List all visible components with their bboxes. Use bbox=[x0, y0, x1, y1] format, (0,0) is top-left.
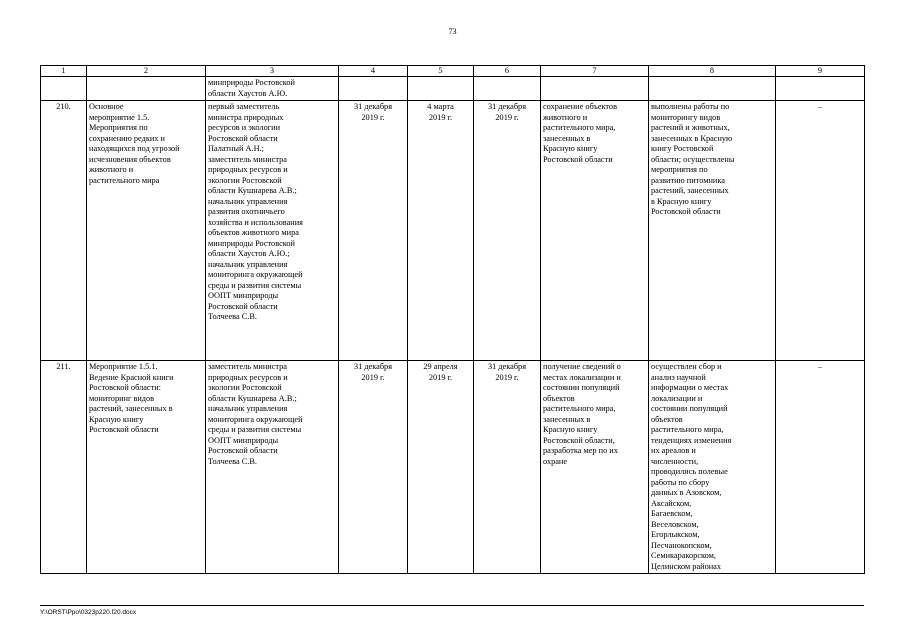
table-row bbox=[41, 361, 865, 574]
table-cell bbox=[41, 77, 87, 101]
header-cell: 8 bbox=[649, 66, 776, 77]
event-name: Основное мероприятие 1.5. Мероприятия по сохранению редких и находящихся под угрозой исчезновения объектов животного и растительного мира bbox=[87, 101, 206, 361]
page-number: 73 bbox=[448, 27, 457, 36]
table-row bbox=[41, 101, 865, 361]
actual-result: выполнены работы по мониторингу видов растений и животных, занесенных в Красную книгу Ростовской области; осуществлены мероприятия по развитию питомника растений, занесенных в Красную книгу Ростовской области bbox=[649, 101, 776, 361]
planned-date: 31 декабря 2019 г. bbox=[339, 101, 408, 361]
row-number: 210. bbox=[41, 101, 87, 361]
table-cell bbox=[776, 77, 865, 101]
header-cell: 1 bbox=[41, 66, 87, 77]
actual-result: осуществлен сбор и анализ научной информации о местах локализации и состоянии популяций объектов растительного мира, тенденциях изменения их ареалов и численности, проводились полевые работы по сбору данных в Азовском, Аксайском, Багаевском, Веселовском, Егорлыкском, Песчанокопском, Семикаракорском, Целинском районах bbox=[649, 361, 776, 574]
table-cell bbox=[408, 77, 474, 101]
note-cell: – bbox=[776, 361, 865, 574]
actual-end-date: 31 декабря 2019 г. bbox=[474, 101, 541, 361]
table-cell bbox=[541, 77, 649, 101]
note-cell: – bbox=[776, 101, 865, 361]
table-cell bbox=[474, 77, 541, 101]
report-table bbox=[40, 65, 865, 574]
responsible-cell: минприроды Ростовской области Хаустов А.Ю. bbox=[206, 77, 339, 101]
header-row bbox=[41, 66, 865, 77]
table-cell bbox=[339, 77, 408, 101]
actual-start-date: 4 марта 2019 г. bbox=[408, 101, 474, 361]
header-cell: 9 bbox=[776, 66, 865, 77]
expected-result: получение сведений о местах локализации и состоянии популяций объектов растительного мира, занесенных в Красную книгу Ростовской области, разработка мер по их охране bbox=[541, 361, 649, 574]
header-cell: 6 bbox=[474, 66, 541, 77]
header-cell: 3 bbox=[206, 66, 339, 77]
file-path-footer: Y:\ORST\Ppo\0323p220.f20.docx bbox=[40, 609, 137, 616]
responsible-cell: заместитель министра природных ресурсов и экологии Ростовской области Кушнарева А.В.; начальник управления мониторинга окружающей среды и развития системы ООПТ минприроды Ростовской области Толчеева С.В. bbox=[206, 361, 339, 574]
table-cell bbox=[649, 77, 776, 101]
event-name: Мероприятие 1.5.1. Ведение Красной книги Ростовской области: мониторинг видов растений, занесенных в Красную книгу Ростовской области bbox=[87, 361, 206, 574]
page-bottom-rule bbox=[40, 605, 864, 606]
header-cell: 4 bbox=[339, 66, 408, 77]
row-number: 211. bbox=[41, 361, 87, 574]
expected-result: сохранение объектов животного и растительного мира, занесенных в Красную книгу Ростовской области bbox=[541, 101, 649, 361]
planned-date: 31 декабря 2019 г. bbox=[339, 361, 408, 574]
responsible-cell: первый заместитель министра природных ресурсов и экологии Ростовской области Палатный А.Н.; заместитель министра природных ресурсов и экологии Ростовской области Кушнарева А.В.; начальник управления развития охотничьего хозяйства и использования объектов животного мира минприроды Ростовской области Хаустов А.Ю.; начальник управления мониторинга окружающей среды и развития системы ООПТ минприроды Ростовской области Толчеева С.В. bbox=[206, 101, 339, 361]
table-cell bbox=[87, 77, 206, 101]
continuation-row bbox=[41, 77, 865, 101]
header-cell: 7 bbox=[541, 66, 649, 77]
header-cell: 2 bbox=[87, 66, 206, 77]
actual-end-date: 31 декабря 2019 г. bbox=[474, 361, 541, 574]
header-cell: 5 bbox=[408, 66, 474, 77]
actual-start-date: 29 апреля 2019 г. bbox=[408, 361, 474, 574]
